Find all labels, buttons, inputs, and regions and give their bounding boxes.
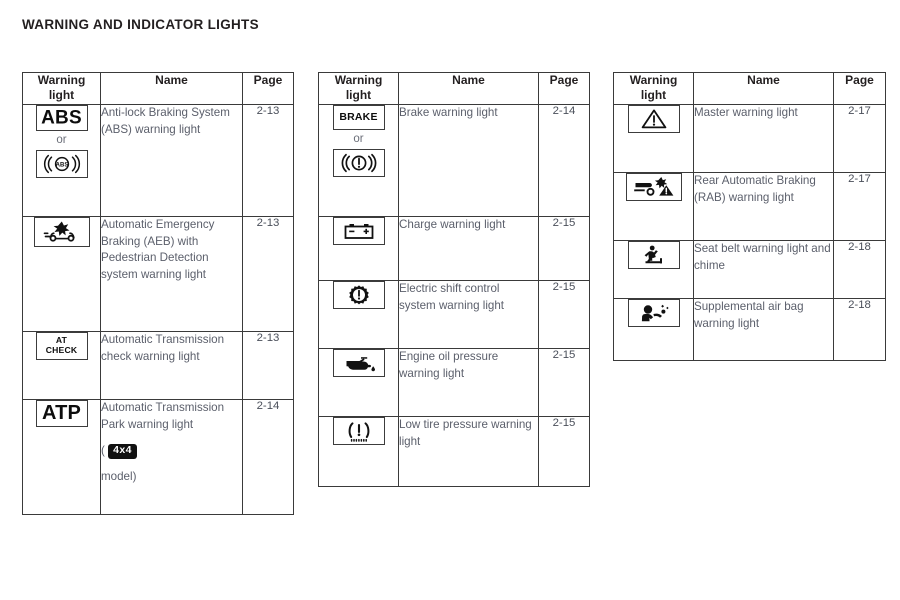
column-header-name: Name	[399, 73, 539, 105]
table-row[interactable]	[23, 104, 294, 216]
air-bag-glyph	[629, 302, 679, 324]
brake-label: BRAKE	[339, 110, 378, 123]
warning-light-page: 2-13	[243, 331, 294, 399]
warning-light-icon-cell	[23, 104, 101, 216]
table-header-row	[614, 73, 886, 105]
table-row[interactable]	[319, 216, 590, 280]
table-row[interactable]	[23, 216, 294, 331]
warning-light-name: Master warning light	[694, 104, 834, 172]
warning-light-icon-cell	[23, 216, 101, 331]
table-header-row	[319, 73, 590, 105]
column-header-warning-light	[319, 73, 399, 105]
warning-light-icon-cell	[614, 104, 694, 172]
warning-light-name	[101, 399, 243, 514]
table-row[interactable]	[319, 348, 590, 416]
warning-light-name: Automatic Transmission check warning light	[101, 331, 243, 399]
column-header-line1: Warning	[37, 73, 86, 87]
tire-pressure-glyph	[334, 420, 384, 442]
model-qualifier-line	[101, 443, 242, 460]
warning-lights-table-2	[318, 72, 590, 487]
warning-light-icon-cell	[23, 399, 101, 514]
at-check-text-icon	[36, 332, 88, 360]
warning-light-name: Brake warning light	[399, 104, 539, 216]
battery-charge-icon	[333, 217, 385, 245]
column-header-name: Name	[694, 73, 834, 105]
warning-light-page: 2-13	[243, 104, 294, 216]
or-separator: or	[353, 132, 364, 145]
warning-light-icon-cell	[614, 240, 694, 298]
brake-text-icon	[333, 105, 385, 130]
warning-light-name: Supplemental air bag warning light	[694, 298, 834, 360]
warning-light-page: 2-17	[834, 172, 886, 240]
column-header-page: Page	[243, 73, 294, 105]
warning-light-icon-cell	[614, 172, 694, 240]
column-header-line2: light	[345, 88, 372, 103]
atp-text-icon	[36, 400, 88, 427]
column-header-line1: Warning	[334, 73, 383, 87]
electric-shift-glyph	[334, 284, 384, 306]
supplemental-air-bag-icon	[628, 299, 680, 327]
column-header-line2: light	[48, 88, 75, 103]
at-check-line1: AT	[55, 334, 68, 345]
warning-light-icon-cell	[319, 416, 399, 486]
warning-light-name: Anti-lock Braking System (ABS) warning light	[101, 104, 243, 216]
at-check-label	[37, 336, 87, 356]
table-row[interactable]	[614, 298, 886, 360]
table-row[interactable]	[614, 240, 886, 298]
column-header-page: Page	[539, 73, 590, 105]
table-row[interactable]	[23, 331, 294, 399]
abs-brake-disc-glyph	[37, 153, 87, 175]
rab-glyph	[627, 176, 681, 198]
column-header-line2: light	[640, 88, 667, 103]
table-row[interactable]	[614, 104, 886, 172]
table-row[interactable]	[319, 104, 590, 216]
warning-light-page: 2-15	[539, 416, 590, 486]
warning-lights-table-1	[22, 72, 294, 515]
master-warning-triangle-icon	[628, 105, 680, 133]
atp-label: ATP	[41, 402, 82, 425]
warning-light-page: 2-13	[243, 216, 294, 331]
engine-oil-pressure-icon	[333, 349, 385, 377]
open-paren: (	[101, 444, 105, 458]
warning-light-page: 2-14	[243, 399, 294, 514]
column-header-warning-light	[23, 73, 101, 105]
or-separator: or	[56, 133, 67, 146]
warning-light-name: Rear Automatic Braking (RAB) warning light	[694, 172, 834, 240]
column-header-warning-light	[614, 73, 694, 105]
warning-light-page: 2-17	[834, 104, 886, 172]
warning-light-name: Electric shift control system warning light	[399, 280, 539, 348]
warning-light-icon-cell	[23, 331, 101, 399]
aeb-glyph	[35, 220, 89, 244]
column-header-page: Page	[834, 73, 886, 105]
model-close-text: model)	[101, 470, 137, 484]
low-tire-pressure-icon	[333, 417, 385, 445]
seat-belt-warning-icon	[628, 241, 680, 269]
warning-lights-table-3	[613, 72, 886, 361]
warning-light-icon-cell	[319, 280, 399, 348]
warning-light-page: 2-18	[834, 240, 886, 298]
warning-light-name: Charge warning light	[399, 216, 539, 280]
warning-light-page: 2-18	[834, 298, 886, 360]
table-row[interactable]	[23, 399, 294, 514]
battery-glyph	[334, 220, 384, 242]
electric-shift-control-icon	[333, 281, 385, 309]
warning-light-name: Seat belt warning light and chime	[694, 240, 834, 298]
warning-light-page: 2-15	[539, 216, 590, 280]
seat-belt-glyph	[629, 244, 679, 266]
brake-system-icon	[333, 149, 385, 177]
warning-triangle-glyph	[629, 108, 679, 130]
aeb-pedestrian-detection-icon	[34, 217, 90, 247]
table-row[interactable]	[319, 280, 590, 348]
column-header-line1: Warning	[629, 73, 678, 87]
abs-text-icon	[36, 105, 88, 131]
warning-light-name: Automatic Emergency Braking (AEB) with Pedestrian Detection system warning light	[101, 216, 243, 331]
table-row[interactable]	[319, 416, 590, 486]
warning-light-page: 2-15	[539, 280, 590, 348]
svg-text:ABS: ABS	[55, 162, 68, 169]
column-header-name: Name	[101, 73, 243, 105]
brake-system-glyph	[334, 152, 384, 174]
warning-light-name-text: Automatic Transmission Park warning light	[101, 400, 225, 431]
warning-light-icon-cell	[319, 348, 399, 416]
warning-light-name: Engine oil pressure warning light	[399, 348, 539, 416]
warning-light-page: 2-14	[539, 104, 590, 216]
warning-light-page: 2-15	[539, 348, 590, 416]
oil-can-glyph	[334, 352, 384, 374]
rear-automatic-braking-icon	[626, 173, 682, 201]
warning-light-name: Low tire pressure warning light	[399, 416, 539, 486]
abs-brake-disc-icon	[36, 150, 88, 178]
warning-light-icon-cell	[319, 104, 399, 216]
abs-label: ABS	[41, 107, 82, 129]
table-row[interactable]	[614, 172, 886, 240]
page-title: WARNING AND INDICATOR LIGHTS	[22, 17, 259, 32]
four-by-four-badge: 4x4	[108, 444, 137, 459]
warning-light-icon-cell	[319, 216, 399, 280]
at-check-line2: CHECK	[45, 344, 78, 355]
warning-light-icon-cell	[614, 298, 694, 360]
table-header-row	[23, 73, 294, 105]
